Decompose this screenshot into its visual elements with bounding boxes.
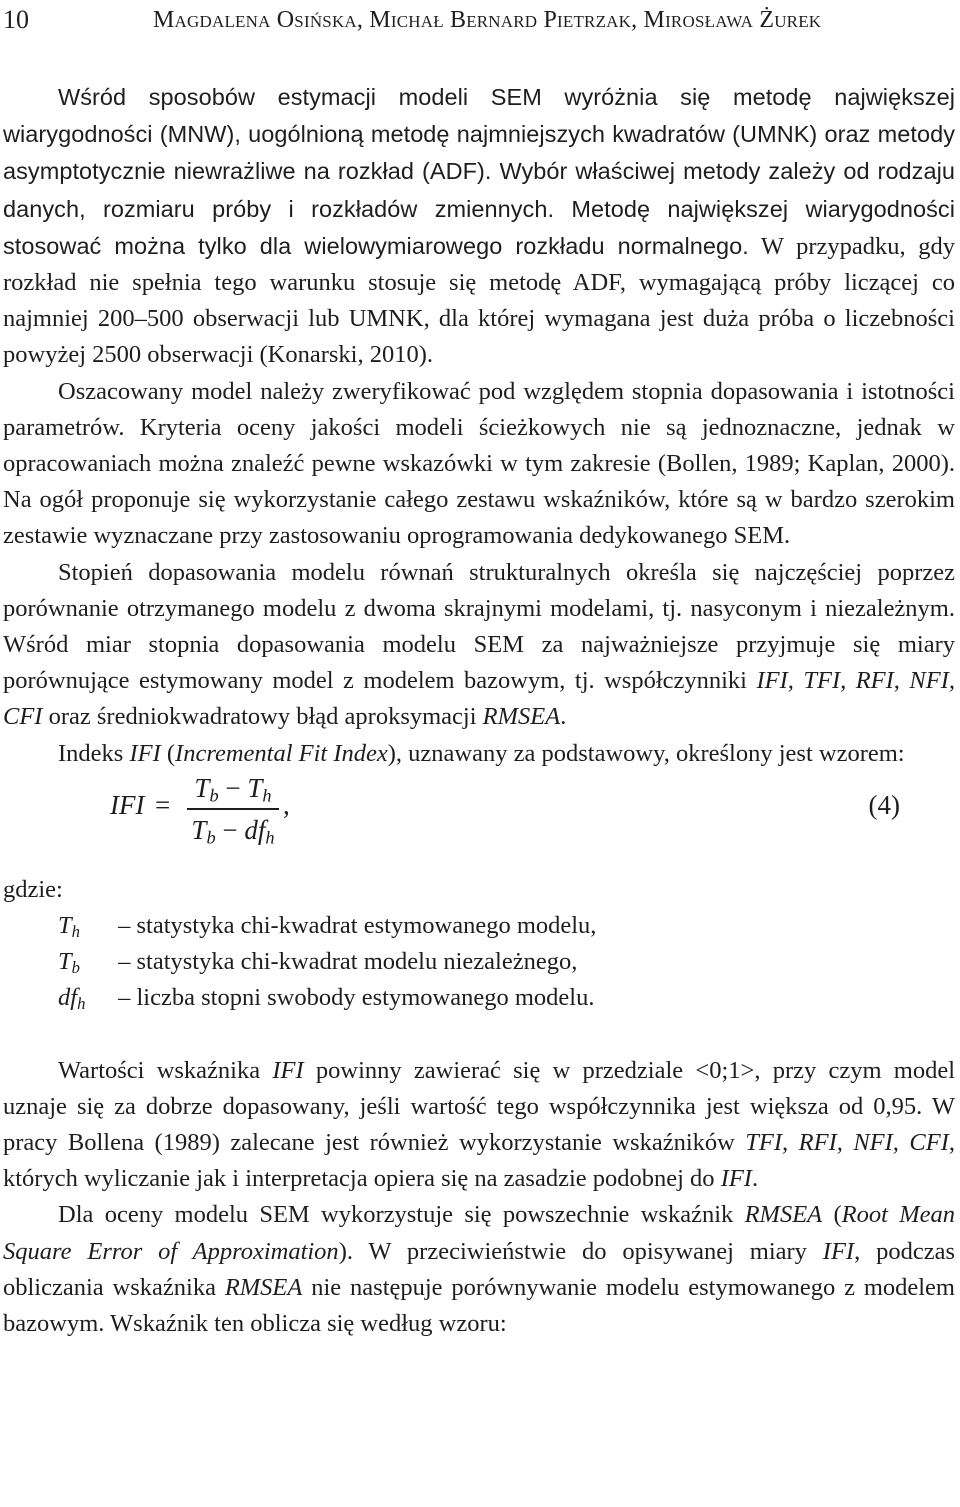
ifi-term: IFI [129, 739, 161, 767]
legend-symbol [3, 908, 112, 944]
text-run: ), uznawany za podstawowy, określony jest wzorem: [387, 739, 905, 767]
text-run: ( [160, 739, 176, 767]
fraction [187, 769, 279, 849]
spacer [3, 1017, 955, 1053]
text-run: Indeks [58, 739, 130, 767]
paragraph-ifi-intro [3, 736, 955, 772]
where-label: gdzie: [3, 875, 63, 903]
legend-description: – liczba stopni swobody estymowanego modelu. [118, 984, 595, 1012]
legend-description: – statystyka chi-kwadrat estymowanego modelu, [118, 912, 597, 940]
legend-symbol-sub: h [77, 994, 86, 1014]
text-run: Stopień dopasowania modelu równań strukturalnych określa się najczęściej poprzez porównanie otrzymanego modelu z dwoma skrajnymi modelami, tj. nasyconym i niezależnym. Wśród miar stopnia dopasowania modelu SEM za najważniejsze przyjmuje się miary porównujące estymowany model z modelem bazowym, tj. współczynniki [3, 558, 955, 695]
legend-description: – statystyka chi-kwadrat modelu niezależnego, [118, 948, 578, 976]
legend-symbol [3, 980, 112, 1016]
equation-number: (4) [868, 789, 900, 820]
minus-sign: − [225, 772, 241, 803]
symbol-t: T [191, 814, 207, 845]
paragraph-sans-text: Wśród sposobów estymacji modeli SEM wyróżnia się metodę największej wiarygodności (MNW), uogólnioną metodę najmniejszych kwadratów (UMNK) oraz metody asymptotycznie niewrażliwe na rozkład (ADF). Wybór właściwej metody zależy od rodzaju danych, rozmiaru próby i rozkładów zmiennych. Metodę największej wiarygodności stosować można tylko dla wielowymiarowego rozkładu normalnego. [3, 84, 955, 259]
text-run: ( [822, 1201, 842, 1229]
rmsea-term: RMSEA [224, 1273, 303, 1301]
running-header [3, 3, 960, 37]
subscript-b: b [206, 827, 216, 848]
legend-item [3, 944, 955, 980]
symbol-df: df [244, 814, 266, 845]
legend-item [3, 908, 955, 944]
running-head-authors: Magdalena Osińska, Michał Bernard Pietrzak, Mirosława Żurek [153, 7, 822, 33]
equation-comma: , [283, 789, 290, 820]
text-run: , których wyliczanie jak i interpretacja opiera się na zasadzie podobnej do [3, 1129, 955, 1193]
paragraph-rmsea [3, 1197, 955, 1342]
legend-symbol-sub: h [71, 922, 80, 942]
subscript-h: h [262, 785, 272, 806]
subscript-b: b [209, 785, 219, 806]
text-run: oraz średniokwadratowy błąd aproksymacji [42, 703, 483, 731]
fraction-numerator [187, 769, 279, 807]
subscript-h: h [265, 827, 275, 848]
fraction-denominator [187, 811, 279, 849]
paragraph-serif-text: W przypadku, gdy rozkład nie spełnia tego warunku stosuje się metodę ADF, wymagającą próby liczącej co najmniej 200–500 obserwacji lub UMNK, dla której wymagana jest duża próba o liczebności powyżej 2500 obserwacji (Konarski, 2010). [3, 232, 956, 369]
symbol-t: T [194, 772, 210, 803]
ifi-term: IFI [272, 1056, 304, 1084]
text-run: ). W przeciwieństwie do opisywanej miary [338, 1237, 823, 1265]
equation-ifi [3, 772, 955, 872]
equation-lhs: IFI [110, 789, 145, 820]
rmsea-full-name: Root Mean Square Error of Approximation [3, 1201, 955, 1265]
legend-symbol [3, 944, 112, 980]
paragraph-ifi-values [3, 1053, 955, 1198]
ifi-full-name: Incremental Fit Index [175, 739, 388, 767]
rmsea-term: RMSEA [482, 703, 561, 731]
page-number: 10 [3, 5, 29, 34]
minus-sign: − [222, 814, 238, 845]
article-body [3, 79, 955, 1342]
paragraph-fit-measures [3, 555, 955, 736]
text-run: Wartości wskaźnika [58, 1056, 273, 1084]
text-run: powinny zawierać się w przedziale <0;1>, przy czym model uznaje się za dobrze dopasowany, jeśli wartość tego współczynnika jest większa od 0,95. W pracy Bollena (1989) zalecane jest również wykorzystanie wskaźników [3, 1056, 956, 1157]
index-list: TFI, RFI, NFI, CFI [745, 1129, 949, 1157]
index-list: IFI, TFI, RFI, NFI, CFI [3, 667, 955, 731]
text-run: . [751, 1165, 759, 1193]
text-run: , podczas obliczania wskaźnika [3, 1237, 955, 1301]
legend-item [3, 980, 955, 1016]
rmsea-term: RMSEA [744, 1201, 823, 1229]
paragraph-model-verification: Oszacowany model należy zweryfikować pod względem stopnia dopasowania i istotności parametrów. Kryteria oceny jakości modeli ścieżkowych nie są jednoznaczne, jednak w opracowaniach można znaleźć pewne wskazówki w tym zakresie (Bollen, 1989; Kaplan, 2000). Na ogół proponuje się wykorzystanie całego zestawu wskaźników, które są w bardzo szerokim zestawie wyznaczane przy zastosowaniu oprogramowania dedykowanego SEM. [3, 377, 955, 550]
legend-symbol-sub: b [71, 958, 80, 978]
equals-sign: = [155, 789, 171, 820]
legend-symbol-main: df [58, 984, 78, 1012]
ifi-term: IFI [822, 1237, 855, 1265]
symbol-t: T [247, 772, 263, 803]
paragraph-estimation-methods [3, 79, 955, 374]
ifi-term: IFI [720, 1165, 752, 1193]
legend-symbol-main: T [58, 948, 72, 976]
text-run: . [560, 703, 567, 731]
text-run: Dla oceny modelu SEM wykorzystuje się powszechnie wskaźnik [58, 1201, 745, 1229]
text-run: nie następuje porównywanie modelu estymowanego z modelem bazowym. Wskaźnik ten oblicza się według wzoru: [3, 1273, 955, 1338]
fraction-bar [187, 808, 279, 810]
legend-symbol-main: T [58, 912, 72, 940]
